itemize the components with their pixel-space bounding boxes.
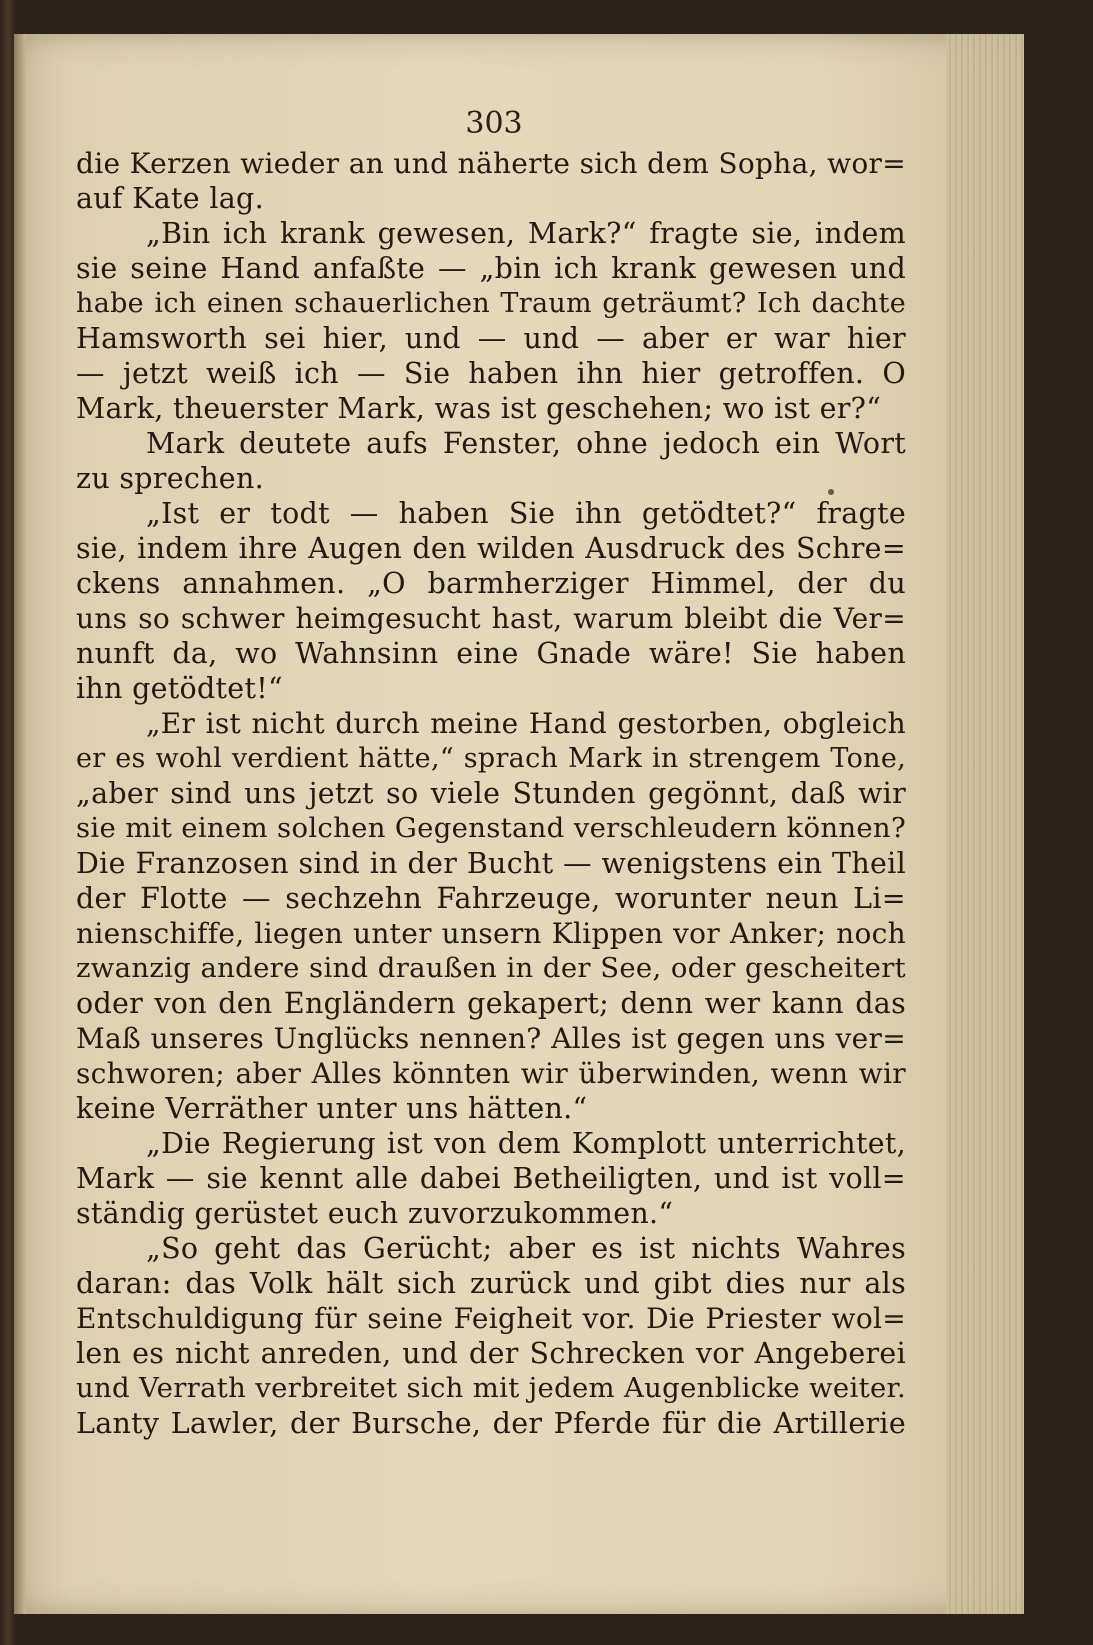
text-line: Mark, theuerster Mark, was ist geschehen; wo ist er?“ xyxy=(76,392,882,425)
text-line: Hamsworth sei hier, und — und — aber er war hier xyxy=(76,322,906,355)
text-line: Entschuldigung für seine Feigheit vor. Die Priester wol= xyxy=(76,1302,906,1335)
text-line: „Ist er todt — haben Sie ihn getödtet?“ fragte xyxy=(146,497,906,530)
text-line: schworen; aber Alles könnten wir überwinden, wenn wir xyxy=(76,1057,906,1090)
text-line: zu sprechen. xyxy=(76,462,264,495)
text-line: sie mit einem solchen Gegenstand verschleudern können? xyxy=(76,812,906,844)
text-line: „Er ist nicht durch meine Hand gestorben, obgleich xyxy=(146,707,906,740)
text-line: len es nicht anreden, und der Schrecken vor Angeberei xyxy=(76,1337,906,1370)
text-line: Mark — sie kennt alle dabei Betheiligten, und ist voll= xyxy=(76,1162,906,1195)
text-line: sie seine Hand anfaßte — „bin ich krank gewesen und xyxy=(76,252,906,285)
text-line: „aber sind uns jetzt so viele Stunden gegönnt, daß wir xyxy=(76,777,906,810)
text-line: daran: das Volk hält sich zurück und gibt dies nur als xyxy=(76,1267,906,1300)
text-line: sie, indem ihre Augen den wilden Ausdruck des Schre= xyxy=(76,532,906,565)
body-text xyxy=(76,146,906,1441)
text-line: oder von den Engländern gekapert; denn wer kann das xyxy=(76,987,906,1020)
text-line: — jetzt weiß ich — Sie haben ihn hier getroffen. O xyxy=(76,357,906,390)
page-edges xyxy=(946,34,1024,1614)
binding-shadow xyxy=(14,34,26,1614)
text-line: und Verrath verbreitet sich mit jedem Augenblicke weiter. xyxy=(76,1372,906,1404)
text-line: nienschiffe, liegen unter unsern Klippen vor Anker; noch xyxy=(76,917,906,950)
text-line: auf Kate lag. xyxy=(76,182,264,215)
text-line: ckens annahmen. „O barmherziger Himmel, der du xyxy=(76,567,906,600)
page-number: 303 xyxy=(465,106,523,141)
text-line: „So geht das Gerücht; aber es ist nichts Wahres xyxy=(146,1232,906,1265)
ink-speck xyxy=(828,489,834,495)
text-line: Mark deutete aufs Fenster, ohne jedoch ein Wort xyxy=(146,427,906,460)
text-line: Maß unseres Unglücks nennen? Alles ist gegen uns ver= xyxy=(76,1022,906,1055)
text-line: „Die Regierung ist von dem Komplott unterrichtet, xyxy=(146,1127,906,1160)
text-line: der Flotte — sechzehn Fahrzeuge, worunter neun Li= xyxy=(76,882,906,915)
text-line: die Kerzen wieder an und näherte sich dem Sopha, wor= xyxy=(76,147,906,180)
page-sheet xyxy=(14,34,1024,1614)
text-line: ihn getödtet!“ xyxy=(76,672,283,705)
text-line: ständig gerüstet euch zuvorzukommen.“ xyxy=(76,1197,674,1230)
text-line: Die Franzosen sind in der Bucht — wenigstens ein Theil xyxy=(76,847,906,880)
text-line: er es wohl verdient hätte,“ sprach Mark in strengem Tone, xyxy=(76,743,906,774)
text-line: „Bin ich krank gewesen, Mark?“ fragte sie, indem xyxy=(146,217,906,250)
text-line: habe ich einen schauerlichen Traum geträumt? Ich dachte xyxy=(76,288,906,319)
text-line: nunft da, wo Wahnsinn eine Gnade wäre! Sie haben xyxy=(76,637,906,670)
text-line: keine Verräther unter uns hätten.“ xyxy=(76,1092,588,1125)
text-line: uns so schwer heimgesucht hast, warum bleibt die Ver= xyxy=(76,602,906,635)
text-line: zwanzig andere sind draußen in der See, oder gescheitert xyxy=(76,952,906,984)
text-line: Lanty Lawler, der Bursche, der Pferde für die Artillerie xyxy=(76,1407,906,1440)
